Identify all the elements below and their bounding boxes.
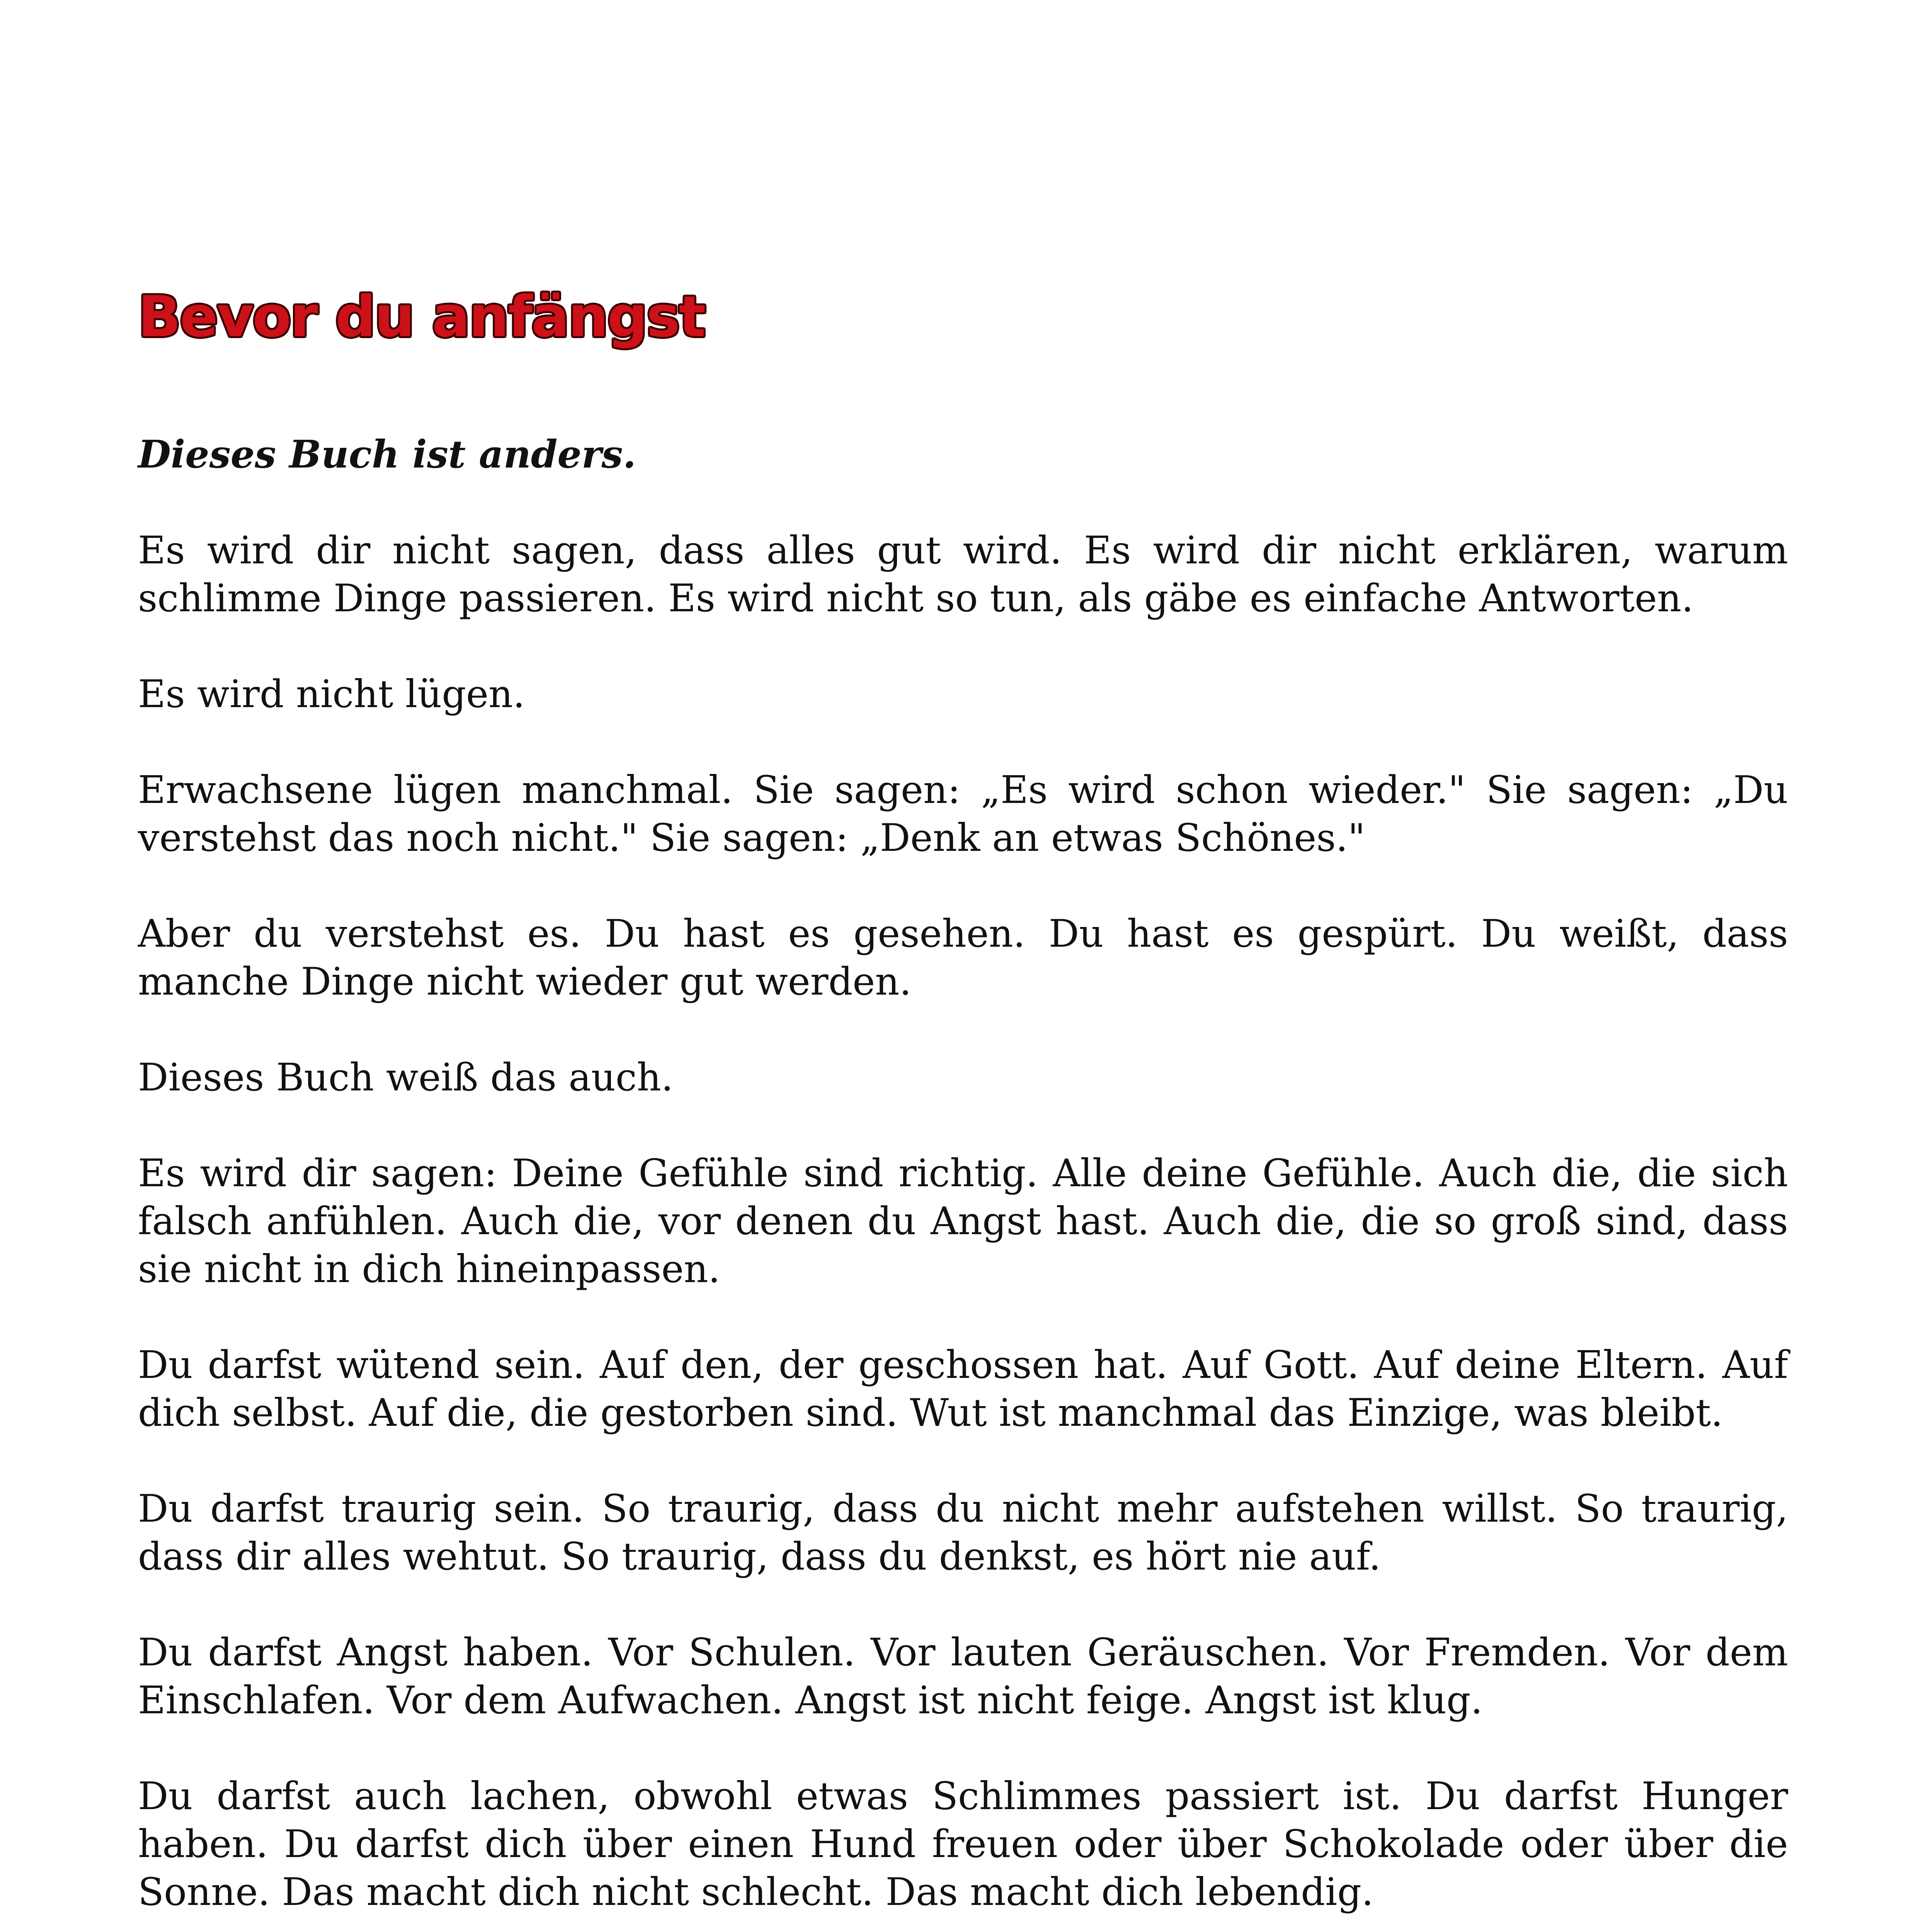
paragraph: Du darfst Angst haben. Vor Schulen. Vor lauten Geräuschen. Vor Fremden. Vor dem Einschlafen. Vor dem Aufwachen. Angst ist nicht feige. Angst ist klug.	[138, 1631, 1788, 1723]
paragraph: Es wird nicht lügen.	[138, 672, 525, 716]
paragraph: Erwachsene lügen manchmal. Sie sagen: „Es wird schon wieder." Sie sagen: „Du verstehst das noch nicht." Sie sagen: „Denk an etwas Schönes."	[138, 768, 1788, 860]
page-title: Bevor du anfängst	[138, 284, 705, 350]
lead-sentence: Dieses Buch ist anders.	[138, 432, 636, 477]
page-content	[138, 278, 1788, 1932]
paragraph: Du darfst wütend sein. Auf den, der geschossen hat. Auf Gott. Auf deine Eltern. Auf dich selbst. Auf die, die gestorben sind. Wut ist manchmal das Einzige, was bleibt.	[138, 1343, 1788, 1435]
paragraph: Aber du verstehst es. Du hast es gesehen. Du hast es gespürt. Du weißt, dass manche Dinge nicht wieder gut werden.	[138, 912, 1788, 1004]
paragraph: Es wird dir nicht sagen, dass alles gut wird. Es wird dir nicht erklären, warum schlimme Dinge passieren. Es wird nicht so tun, als gäbe es einfache Antworten.	[138, 529, 1788, 621]
paragraph: Dieses Buch weiß das auch.	[138, 1056, 674, 1100]
paragraph: Du darfst traurig sein. So traurig, dass du nicht mehr aufstehen willst. So traurig, dass dir alles wehtut. So traurig, dass du denkst, es hört nie auf.	[138, 1487, 1788, 1579]
paragraph: Es wird dir sagen: Deine Gefühle sind richtig. Alle deine Gefühle. Auch die, die sich falsch anfühlen. Auch die, vor denen du Angst hast. Auch die, die so groß sind, dass sie nicht in dich hineinpassen.	[138, 1151, 1788, 1291]
paragraph: Du darfst auch lachen, obwohl etwas Schlimmes passiert ist. Du darfst Hunger haben. Du darfst dich über einen Hund freuen oder über Schokolade oder über die Sonne. Das macht dich nicht schlecht. Das macht dich lebendig.	[138, 1774, 1788, 1914]
